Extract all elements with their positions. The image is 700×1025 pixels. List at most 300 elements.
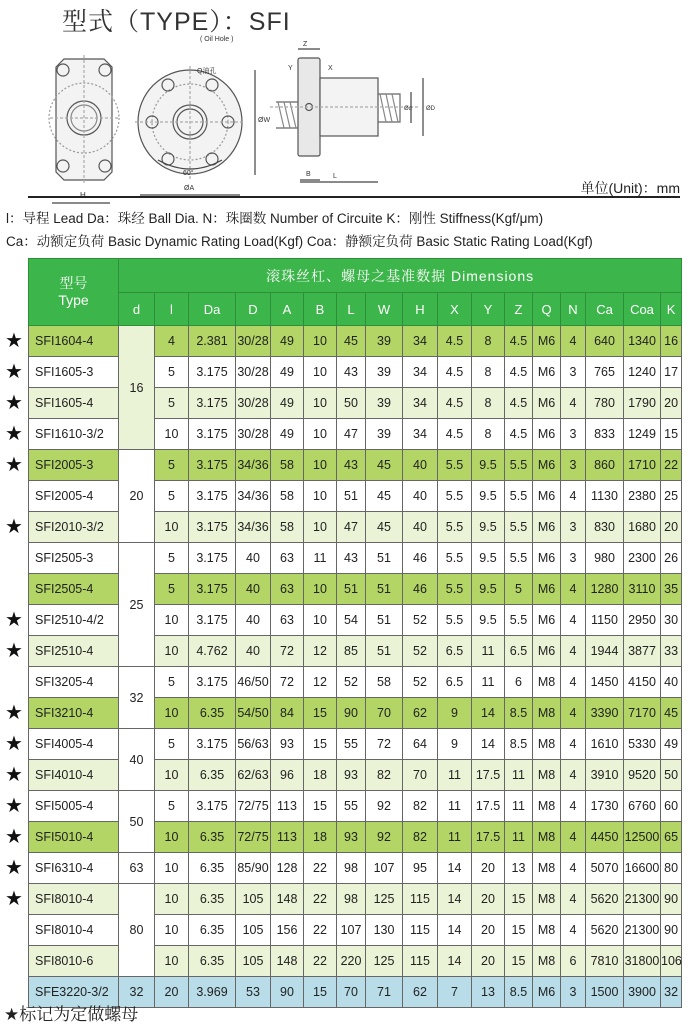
divider	[28, 196, 680, 198]
cell-l: 10	[155, 512, 189, 543]
cell-coa: 1680	[624, 512, 661, 543]
cell-w: 130	[366, 915, 403, 946]
star-icon: ★	[5, 763, 23, 786]
cell-h: 82	[403, 791, 438, 822]
cell-coa: 7170	[624, 698, 661, 729]
cell-n: 4	[561, 605, 586, 636]
cell-q: M8	[533, 729, 561, 760]
cell-w: 70	[366, 698, 403, 729]
cell-y: 11	[472, 636, 505, 667]
cell-da: 6.35	[189, 698, 236, 729]
cell-d: 40	[236, 636, 271, 667]
cell-b: 10	[304, 357, 337, 388]
cell-w: 39	[366, 388, 403, 419]
cell-d: 30/28	[236, 419, 271, 450]
cell-y: 9.5	[472, 512, 505, 543]
cell-z: 6	[505, 667, 533, 698]
model-type-cell: SFI6310-4	[29, 853, 119, 884]
cell-q: M6	[533, 543, 561, 574]
cell-b: 10	[304, 419, 337, 450]
cell-z: 4.5	[505, 326, 533, 357]
model-type-cell: SFI3210-4	[29, 698, 119, 729]
star-icon: ★	[5, 329, 23, 352]
cell-b: 10	[304, 574, 337, 605]
cell-q: M6	[533, 605, 561, 636]
cell-l: 10	[155, 915, 189, 946]
cell-da: 3.175	[189, 667, 236, 698]
cell-ca: 1500	[586, 977, 624, 1008]
cell-coa: 1710	[624, 450, 661, 481]
cell-w: 39	[366, 419, 403, 450]
cell-coa: 4150	[624, 667, 661, 698]
cell-l: 5	[155, 667, 189, 698]
cell-z: 15	[505, 884, 533, 915]
cell-l: 52	[337, 667, 366, 698]
cell-z: 13	[505, 853, 533, 884]
cell-q: M8	[533, 667, 561, 698]
column-header-a: A	[271, 293, 304, 326]
cell-l: 85	[337, 636, 366, 667]
cell-l: 98	[337, 853, 366, 884]
cell-z: 11	[505, 822, 533, 853]
dim-label-L: L	[333, 173, 337, 180]
cell-a: 72	[271, 636, 304, 667]
cell-h: 52	[403, 636, 438, 667]
cell-a: 156	[271, 915, 304, 946]
cell-x: 4.5	[438, 388, 472, 419]
table-row	[29, 791, 682, 822]
cell-h: 70	[403, 760, 438, 791]
cell-q: M8	[533, 791, 561, 822]
cell-w: 39	[366, 357, 403, 388]
cell-q: M8	[533, 915, 561, 946]
screw-diameter-cell: 25	[119, 543, 155, 667]
cell-d: 40	[236, 574, 271, 605]
cell-y: 17.5	[472, 822, 505, 853]
model-type-cell: SFI3205-4	[29, 667, 119, 698]
cell-a: 63	[271, 543, 304, 574]
cell-k: 30	[661, 605, 682, 636]
cell-d: 34/36	[236, 450, 271, 481]
cell-q: M6	[533, 481, 561, 512]
cell-n: 3	[561, 512, 586, 543]
cell-y: 14	[472, 729, 505, 760]
cell-b: 11	[304, 543, 337, 574]
cell-w: 45	[366, 450, 403, 481]
column-header-x: X	[438, 293, 472, 326]
screw-diameter-cell: 50	[119, 791, 155, 853]
cell-ca: 3390	[586, 698, 624, 729]
cell-b: 22	[304, 853, 337, 884]
cell-ca: 4450	[586, 822, 624, 853]
cell-d: 30/28	[236, 326, 271, 357]
cell-l: 5	[155, 791, 189, 822]
cell-q: M8	[533, 760, 561, 791]
cell-y: 20	[472, 915, 505, 946]
cell-n: 4	[561, 915, 586, 946]
screw-diameter-cell: 80	[119, 884, 155, 977]
cell-l: 43	[337, 357, 366, 388]
cell-l: 5	[155, 388, 189, 419]
cell-a: 148	[271, 884, 304, 915]
cell-a: 84	[271, 698, 304, 729]
cell-n: 4	[561, 636, 586, 667]
cell-a: 49	[271, 326, 304, 357]
column-header-q: Q	[533, 293, 561, 326]
column-header-d: d	[119, 293, 155, 326]
model-type-cell: SFI8010-6	[29, 946, 119, 977]
cell-z: 5	[505, 574, 533, 605]
cell-z: 8.5	[505, 729, 533, 760]
cell-coa: 21300	[624, 884, 661, 915]
cell-w: 51	[366, 636, 403, 667]
cell-ca: 1610	[586, 729, 624, 760]
column-header-n: N	[561, 293, 586, 326]
cell-b: 18	[304, 822, 337, 853]
cell-x: 14	[438, 946, 472, 977]
cell-n: 4	[561, 574, 586, 605]
cell-da: 3.175	[189, 512, 236, 543]
cell-q: M6	[533, 574, 561, 605]
cell-k: 50	[661, 760, 682, 791]
table-row	[29, 326, 682, 357]
cell-x: 6.5	[438, 636, 472, 667]
dim-label-B: B	[306, 171, 311, 178]
cell-ca: 1130	[586, 481, 624, 512]
cell-da: 4.762	[189, 636, 236, 667]
cell-d: 62/63	[236, 760, 271, 791]
cell-q: M6	[533, 512, 561, 543]
model-type-cell: SFE3220-3/2	[29, 977, 119, 1008]
cell-da: 3.175	[189, 388, 236, 419]
cell-coa: 3900	[624, 977, 661, 1008]
cell-d: 40	[236, 605, 271, 636]
unit-label: 单位(Unit)：mm	[580, 180, 680, 196]
oil-hole-label-en: ( Oil Hole )	[200, 36, 234, 43]
cell-l: 90	[337, 698, 366, 729]
cell-b: 10	[304, 512, 337, 543]
cell-a: 49	[271, 388, 304, 419]
cell-z: 5.5	[505, 512, 533, 543]
cell-h: 46	[403, 543, 438, 574]
nut-side-view	[270, 49, 423, 182]
cell-h: 115	[403, 946, 438, 977]
cell-ca: 1150	[586, 605, 624, 636]
cell-b: 22	[304, 915, 337, 946]
star-icon: ★	[5, 794, 23, 817]
cell-w: 45	[366, 512, 403, 543]
model-type-cell: SFI8010-4	[29, 915, 119, 946]
cell-d: 53	[236, 977, 271, 1008]
cell-h: 40	[403, 481, 438, 512]
cell-a: 58	[271, 512, 304, 543]
cell-d: 72/75	[236, 791, 271, 822]
cell-h: 52	[403, 667, 438, 698]
cell-x: 5.5	[438, 512, 472, 543]
cell-k: 25	[661, 481, 682, 512]
cell-ca: 1730	[586, 791, 624, 822]
cell-ca: 5620	[586, 915, 624, 946]
cell-l: 93	[337, 822, 366, 853]
cell-l: 220	[337, 946, 366, 977]
cell-l: 10	[155, 419, 189, 450]
page-title: 型式（TYPE）：SFI	[62, 8, 291, 36]
cell-h: 62	[403, 698, 438, 729]
cell-d: 105	[236, 915, 271, 946]
cell-a: 49	[271, 357, 304, 388]
cell-l: 55	[337, 729, 366, 760]
cell-q: M6	[533, 419, 561, 450]
cell-da: 3.175	[189, 791, 236, 822]
star-icon: ★	[5, 701, 23, 724]
model-type-cell: SFI5005-4	[29, 791, 119, 822]
cell-x: 5.5	[438, 543, 472, 574]
star-icon: ★	[5, 608, 23, 631]
cell-coa: 9520	[624, 760, 661, 791]
cell-z: 11	[505, 760, 533, 791]
cell-w: 58	[366, 667, 403, 698]
cell-y: 8	[472, 419, 505, 450]
cell-coa: 2300	[624, 543, 661, 574]
cell-n: 4	[561, 667, 586, 698]
cell-b: 22	[304, 884, 337, 915]
cell-l: 70	[337, 977, 366, 1008]
cell-ca: 833	[586, 419, 624, 450]
column-header-z: Z	[505, 293, 533, 326]
cell-coa: 5330	[624, 729, 661, 760]
column-header-coa: Coa	[624, 293, 661, 326]
cell-w: 72	[366, 729, 403, 760]
cell-l: 5	[155, 357, 189, 388]
cell-k: 20	[661, 512, 682, 543]
cell-h: 115	[403, 884, 438, 915]
table-row	[29, 667, 682, 698]
column-header-l: L	[337, 293, 366, 326]
cell-z: 4.5	[505, 419, 533, 450]
cell-w: 51	[366, 543, 403, 574]
model-type-cell: SFI2510-4/2	[29, 605, 119, 636]
cell-k: 49	[661, 729, 682, 760]
cell-coa: 12500	[624, 822, 661, 853]
cell-x: 5.5	[438, 574, 472, 605]
cell-k: 40	[661, 667, 682, 698]
cell-x: 4.5	[438, 419, 472, 450]
cell-y: 9.5	[472, 450, 505, 481]
star-icon: ★	[5, 887, 23, 910]
column-header-da: Da	[189, 293, 236, 326]
cell-k: 45	[661, 698, 682, 729]
dim-label-Y: Y	[288, 65, 293, 72]
cell-w: 39	[366, 326, 403, 357]
cell-l: 93	[337, 760, 366, 791]
cell-y: 8	[472, 388, 505, 419]
cell-y: 11	[472, 667, 505, 698]
cell-h: 82	[403, 822, 438, 853]
model-type-cell: SFI2510-4	[29, 636, 119, 667]
cell-a: 113	[271, 822, 304, 853]
cell-b: 10	[304, 326, 337, 357]
model-type-cell: SFI2005-4	[29, 481, 119, 512]
cell-l: 5	[155, 543, 189, 574]
cell-a: 63	[271, 574, 304, 605]
cell-z: 5.5	[505, 481, 533, 512]
cell-ca: 1280	[586, 574, 624, 605]
cell-k: 20	[661, 388, 682, 419]
cell-y: 9.5	[472, 605, 505, 636]
cell-q: M8	[533, 884, 561, 915]
cell-x: 4.5	[438, 357, 472, 388]
cell-q: M8	[533, 822, 561, 853]
cell-l: 51	[337, 574, 366, 605]
cell-n: 4	[561, 698, 586, 729]
cell-l: 107	[337, 915, 366, 946]
screw-diameter-cell: 32	[119, 667, 155, 729]
cell-w: 107	[366, 853, 403, 884]
model-type-cell: SFI2005-3	[29, 450, 119, 481]
cell-coa: 6760	[624, 791, 661, 822]
column-header-h: H	[403, 293, 438, 326]
star-icon: ★	[5, 391, 23, 414]
cell-z: 4.5	[505, 388, 533, 419]
cell-l: 10	[155, 884, 189, 915]
cell-q: M6	[533, 450, 561, 481]
star-icon: ★	[5, 515, 23, 538]
cell-l: 4	[155, 326, 189, 357]
cell-w: 45	[366, 481, 403, 512]
model-type-cell: SFI1604-4	[29, 326, 119, 357]
cell-y: 20	[472, 946, 505, 977]
cell-y: 17.5	[472, 760, 505, 791]
table-row	[29, 884, 682, 915]
cell-da: 6.35	[189, 915, 236, 946]
cell-a: 63	[271, 605, 304, 636]
cell-y: 9.5	[472, 574, 505, 605]
dim-label-X: X	[328, 65, 333, 72]
cell-l: 5	[155, 450, 189, 481]
cell-z: 15	[505, 946, 533, 977]
column-header-y: Y	[472, 293, 505, 326]
angle-label: 60°	[183, 170, 194, 177]
cell-h: 40	[403, 450, 438, 481]
cell-l: 10	[155, 853, 189, 884]
dim-label-phiD: ØD	[426, 106, 435, 112]
table-row	[29, 729, 682, 760]
cell-ca: 780	[586, 388, 624, 419]
cell-n: 4	[561, 481, 586, 512]
cell-x: 5.5	[438, 450, 472, 481]
cell-n: 4	[561, 853, 586, 884]
cell-ca: 830	[586, 512, 624, 543]
cell-h: 95	[403, 853, 438, 884]
cell-l: 10	[155, 946, 189, 977]
cell-ca: 5620	[586, 884, 624, 915]
cell-d: 105	[236, 946, 271, 977]
cell-ca: 860	[586, 450, 624, 481]
cell-k: 22	[661, 450, 682, 481]
cell-n: 4	[561, 729, 586, 760]
cell-k: 16	[661, 326, 682, 357]
cell-da: 6.35	[189, 946, 236, 977]
cell-a: 96	[271, 760, 304, 791]
cell-x: 14	[438, 853, 472, 884]
cell-n: 4	[561, 388, 586, 419]
column-header-b: B	[304, 293, 337, 326]
cell-k: 35	[661, 574, 682, 605]
cell-da: 6.35	[189, 760, 236, 791]
cell-a: 148	[271, 946, 304, 977]
cell-coa: 21300	[624, 915, 661, 946]
cell-n: 3	[561, 357, 586, 388]
cell-z: 5.5	[505, 543, 533, 574]
cell-a: 58	[271, 450, 304, 481]
cell-ca: 5070	[586, 853, 624, 884]
cell-ca: 1450	[586, 667, 624, 698]
cell-z: 6.5	[505, 636, 533, 667]
type-header-en: Type	[58, 292, 89, 308]
cell-k: 60	[661, 791, 682, 822]
cell-d: 72/75	[236, 822, 271, 853]
cell-n: 4	[561, 760, 586, 791]
cell-l: 10	[155, 760, 189, 791]
cell-h: 115	[403, 915, 438, 946]
cell-n: 6	[561, 946, 586, 977]
cell-ca: 3910	[586, 760, 624, 791]
cell-n: 3	[561, 450, 586, 481]
cell-da: 3.175	[189, 357, 236, 388]
cell-l: 10	[155, 605, 189, 636]
oil-hole-label-cn: Q油孔	[197, 68, 217, 75]
cell-b: 15	[304, 791, 337, 822]
cell-w: 92	[366, 791, 403, 822]
cell-da: 6.35	[189, 853, 236, 884]
cell-coa: 3110	[624, 574, 661, 605]
cell-da: 3.175	[189, 729, 236, 760]
cell-z: 8.5	[505, 977, 533, 1008]
cell-w: 125	[366, 884, 403, 915]
cell-x: 7	[438, 977, 472, 1008]
cell-b: 15	[304, 729, 337, 760]
table-row	[29, 853, 682, 884]
cell-a: 72	[271, 667, 304, 698]
model-type-cell: SFI2010-3/2	[29, 512, 119, 543]
cell-coa: 31800	[624, 946, 661, 977]
cell-n: 4	[561, 326, 586, 357]
cell-ca: 640	[586, 326, 624, 357]
cell-b: 15	[304, 977, 337, 1008]
cell-a: 49	[271, 419, 304, 450]
cell-d: 105	[236, 884, 271, 915]
cell-w: 51	[366, 574, 403, 605]
cell-b: 10	[304, 450, 337, 481]
cell-q: M6	[533, 326, 561, 357]
screw-diameter-cell: 20	[119, 450, 155, 543]
cell-coa: 2950	[624, 605, 661, 636]
screw-diameter-cell: 32	[119, 977, 155, 1008]
cell-y: 20	[472, 853, 505, 884]
cell-b: 10	[304, 605, 337, 636]
cell-coa: 16600	[624, 853, 661, 884]
cell-d: 30/28	[236, 357, 271, 388]
cell-coa: 1790	[624, 388, 661, 419]
cell-da: 2.381	[189, 326, 236, 357]
screw-diameter-cell: 63	[119, 853, 155, 884]
cell-k: 26	[661, 543, 682, 574]
cell-d: 40	[236, 543, 271, 574]
cell-l: 47	[337, 512, 366, 543]
cell-y: 9.5	[472, 481, 505, 512]
cell-q: M6	[533, 977, 561, 1008]
cell-b: 10	[304, 481, 337, 512]
